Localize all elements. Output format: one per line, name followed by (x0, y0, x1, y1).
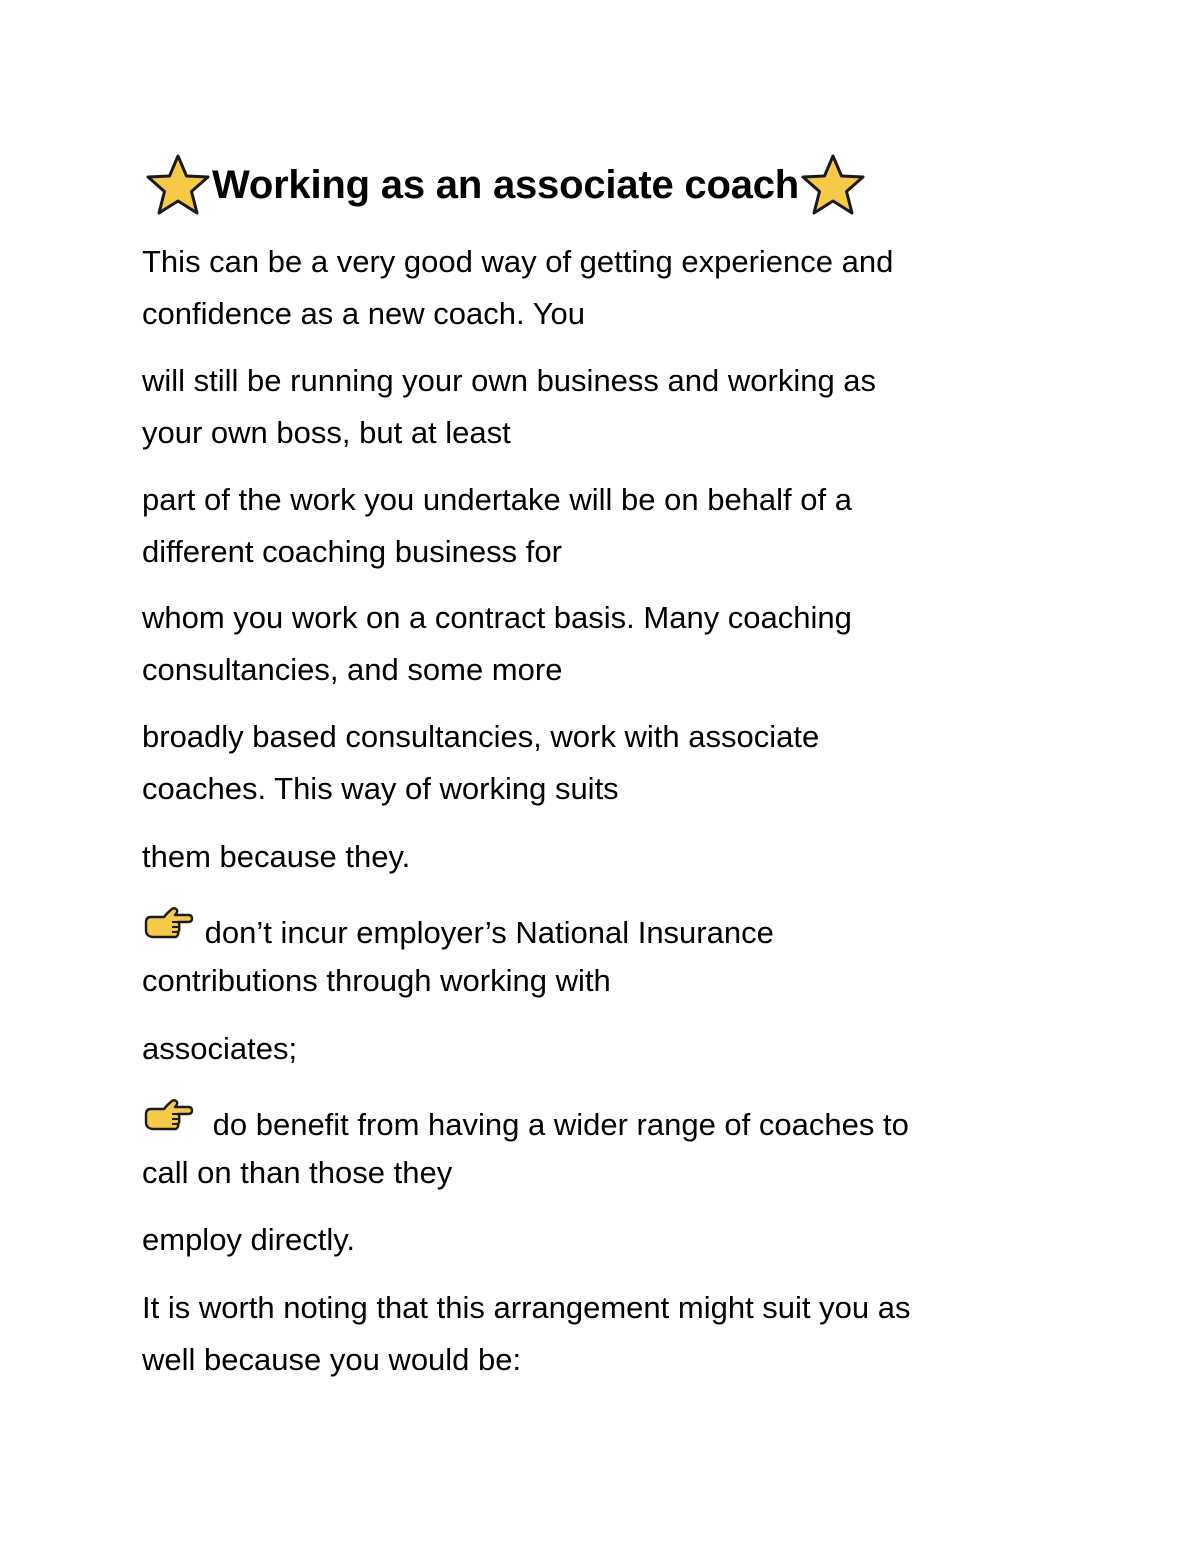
paragraph-line: consultancies, and some more (142, 652, 563, 687)
paragraph-line: broadly based consultancies, work with associate (142, 719, 820, 754)
paragraph (142, 1214, 1102, 1266)
paragraph-line: them because they. (142, 839, 411, 874)
paragraph-line: will still be running your own business and working as (142, 363, 877, 398)
paragraph-line: part of the work you undertake will be on behalf of a (142, 482, 852, 517)
pointing-hand-icon (142, 903, 194, 943)
paragraph-line: It is worth noting that this arrangement might suit you as (142, 1290, 911, 1325)
paragraph-line: employ directly. (142, 1222, 356, 1257)
bullet-text: don’t incur employer’s National Insurance (204, 915, 774, 950)
paragraph (142, 236, 1102, 340)
bullet-line (142, 903, 1102, 955)
star-icon (797, 152, 869, 218)
star-icon (142, 152, 214, 218)
paragraph-line: call on than those they (142, 1155, 453, 1190)
paragraph-line: whom you work on a contract basis. Many coaching (142, 600, 852, 635)
paragraph (142, 711, 1102, 815)
paragraph (142, 474, 1102, 578)
paragraph-line: your own boss, but at least (142, 415, 511, 450)
paragraph (142, 831, 1102, 883)
paragraph-line: different coaching business for (142, 534, 562, 569)
paragraph-line: coaches. This way of working suits (142, 771, 619, 806)
paragraph-line: confidence as a new coach. You (142, 296, 585, 331)
paragraph (142, 1282, 1102, 1386)
paragraph-line: contributions through working with (142, 963, 611, 998)
bullet-paragraph (142, 903, 1102, 1007)
pointing-hand-icon (142, 1095, 194, 1135)
bullet-paragraph (142, 1095, 1102, 1199)
page-title (142, 150, 869, 220)
paragraph-line: This can be a very good way of getting experience and (142, 244, 894, 279)
paragraph-line: well because you would be: (142, 1342, 522, 1377)
title-text: Working as an associate coach (212, 163, 800, 207)
bullet-text: do benefit from having a wider range of coaches to (212, 1107, 909, 1142)
bullet-line (142, 1095, 1102, 1147)
paragraph-line: associates; (142, 1031, 298, 1066)
paragraph (142, 1023, 1102, 1075)
paragraph (142, 592, 1102, 696)
paragraph (142, 355, 1102, 459)
